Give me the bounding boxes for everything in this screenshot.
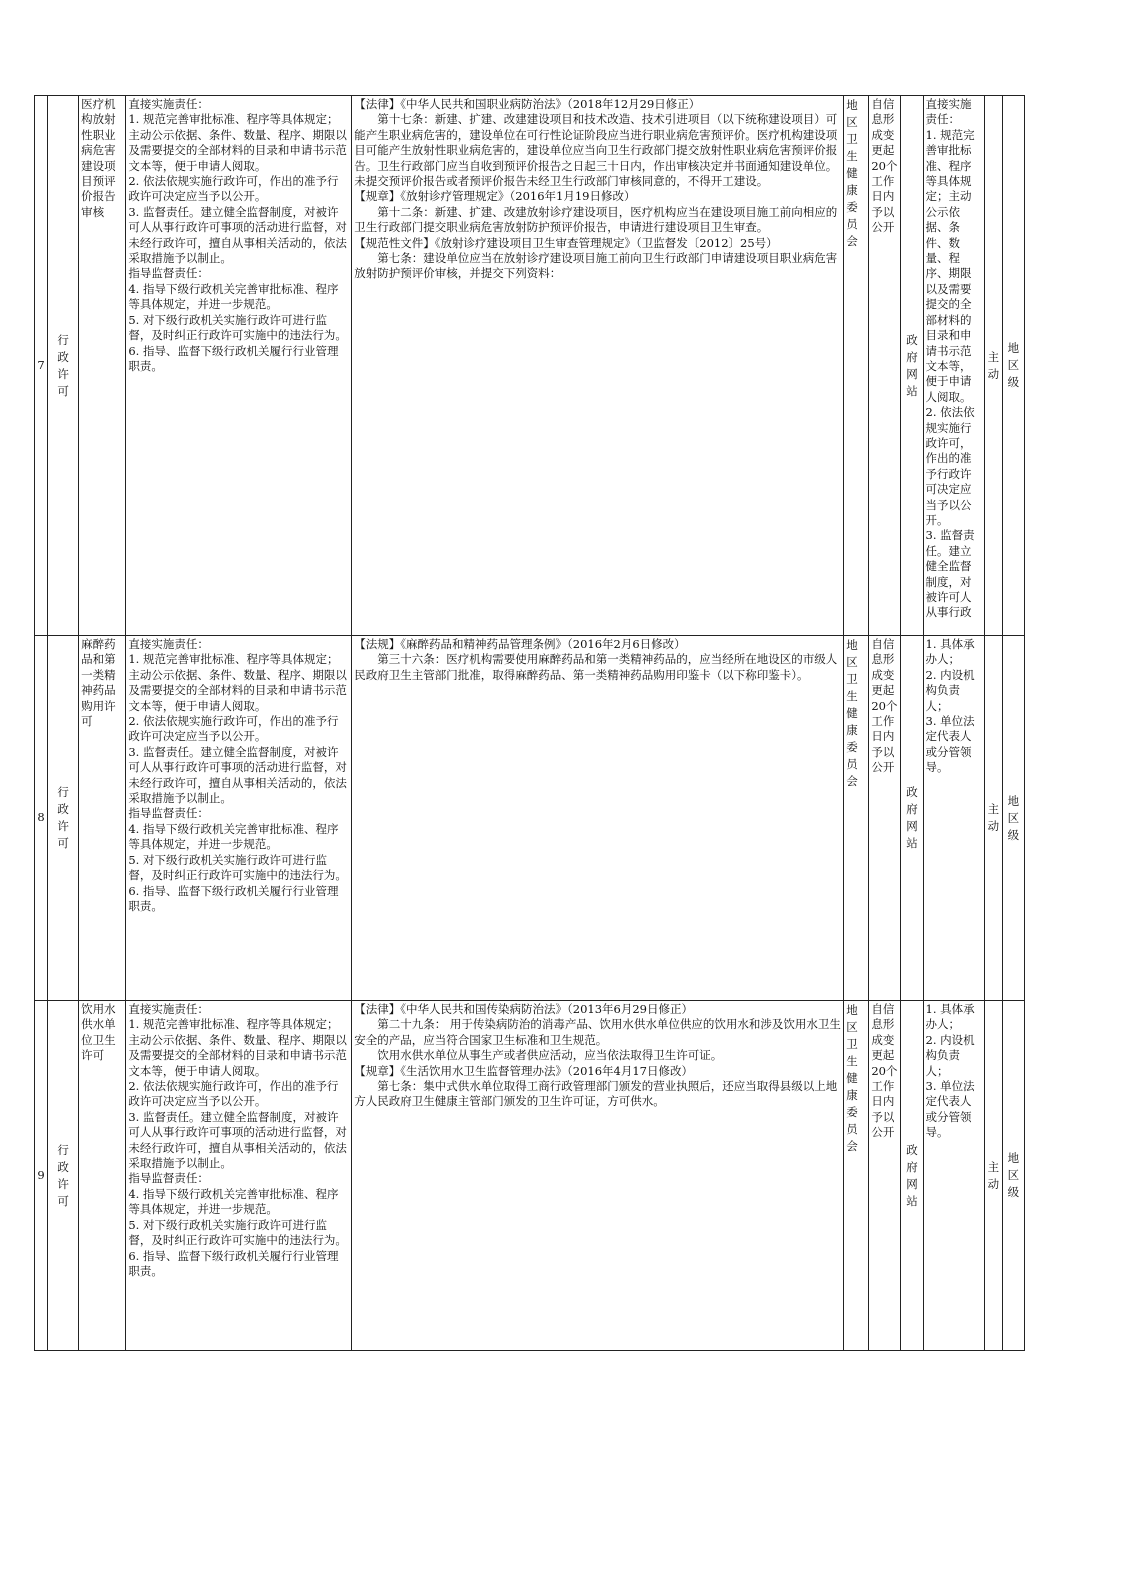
duties-cell: 直接实施责任： 1. 规范完善审批标准、程序等具体规定；主动公示依据、条件、数量、程序、期限以及需要提交的全部材料的目录和申请书示范文本等，便于申请人阅取。 2. 依法依规实施行政许可，作出的准予行政许可决定应当予以公开。 3. 监督责任。建立健全监督制度，对被许可人从事行政许可事项的活动进行监督，对未经行政许可，擅自从事相关活动的，依法采取措施予以制止。 指导监督责任： 4. 指导下级行政机关完善审批标准、程序等具体规定，并进一步规范。 5. 对下级行政机关实施行政许可进行监督，及时纠正行政许可实施中的违法行为。 6. 指导、监督下级行政机关履行行业管理职责。 bbox=[126, 636, 352, 1001]
item-name-cell: 麻醉药品和第一类精神药品购用许可 bbox=[79, 636, 126, 1001]
legal-basis-cell: 【法律】《中华人民共和国传染病防治法》（2013年6月29日修正） 第二十九条： 用于传染病防治的消毒产品、饮用水供水单位供应的饮用水和涉及饮用水卫生安全的产品，应当符合国家卫生标准和卫生规范。 饮用水供水单位从事生产或者供应活动，应当依法取得卫生许可证。 【规章】《生活饮用水卫生监督管理办法》（2016年4月17日修改） 第七条：集中式供水单位取得工商行政管理部门颁发的营业执照后，还应当取得县级以上地方人民政府卫生健康主管部门颁发的卫生许可证，方可供水。 bbox=[352, 1001, 844, 1351]
table-row bbox=[35, 96, 1025, 636]
item-name-cell: 饮用水供水单位卫生许可 bbox=[79, 1001, 126, 1351]
row-number: 9 bbox=[35, 1001, 48, 1351]
item-name-cell: 医疗机构放射性职业病危害建设项目预评价报告审核 bbox=[79, 96, 126, 636]
category-cell: 行政许可 bbox=[48, 1001, 79, 1351]
mode-cell: 主动 bbox=[984, 636, 1002, 1001]
contact-cell: 直接实施责任： 1. 规范完善审批标准、程序等具体规定；主动公示依据、条件、数量、程序、期限以及需要提交的全部材料的目录和申请书示范文本等，便于申请人阅取。 2. 依法依规实施行政许可，作出的准予行政许可决定应当予以公开。 3. 监督责任。建立健全监督制度，对被许可人从事行政 bbox=[923, 96, 984, 636]
channel-cell: 政府网站 bbox=[901, 1001, 923, 1351]
subject-cell: 地区卫生健康委员会 bbox=[844, 1001, 869, 1351]
subject-cell: 地区卫生健康委员会 bbox=[844, 96, 869, 636]
table-row bbox=[35, 1001, 1025, 1351]
legal-basis-cell: 【法规】《麻醉药品和精神药品管理条例》（2016年2月6日修改） 第三十六条：医疗机构需要使用麻醉药品和第一类精神药品的，应当经所在地设区的市级人民政府卫生主管部门批准，取得麻醉药品、第一类精神药品购用印鉴卡（以下称印鉴卡）。 bbox=[352, 636, 844, 1001]
duties-cell: 直接实施责任： 1. 规范完善审批标准、程序等具体规定；主动公示依据、条件、数量、程序、期限以及需要提交的全部材料的目录和申请书示范文本等，便于申请人阅取。 2. 依法依规实施行政许可，作出的准予行政许可决定应当予以公开。 3. 监督责任。建立健全监督制度，对被许可人从事行政许可事项的活动进行监督，对未经行政许可，擅自从事相关活动的，依法采取措施予以制止。 指导监督责任： 4. 指导下级行政机关完善审批标准、程序等具体规定，并进一步规范。 5. 对下级行政机关实施行政许可进行监督，及时纠正行政许可实施中的违法行为。 6. 指导、监督下级行政机关履行行业管理职责。 bbox=[126, 1001, 352, 1351]
category-cell: 行政许可 bbox=[48, 636, 79, 1001]
level-cell: 地区级 bbox=[1002, 96, 1024, 636]
row-number: 7 bbox=[35, 96, 48, 636]
table-row bbox=[35, 636, 1025, 1001]
period-cell: 自信息形成变更起20个工作日内予以公开 bbox=[869, 96, 901, 636]
disclosure-table bbox=[34, 95, 1025, 1351]
row-number: 8 bbox=[35, 636, 48, 1001]
level-cell: 地区级 bbox=[1002, 636, 1024, 1001]
contact-cell: 1. 具体承办人； 2. 内设机构负责人； 3. 单位法定代表人或分管领导。 bbox=[923, 1001, 984, 1351]
period-cell: 自信息形成变更起20个工作日内予以公开 bbox=[869, 1001, 901, 1351]
channel-cell: 政府网站 bbox=[901, 636, 923, 1001]
legal-basis-cell: 【法律】《中华人民共和国职业病防治法》（2018年12月29日修正） 第十七条：新建、扩建、改建建设项目和技术改造、技术引进项目（以下统称建设项目）可能产生职业病危害的，建设单位在可行性论证阶段应当进行职业病危害预评价。医疗机构建设项目可能产生放射性职业病危害的，建设单位应当向卫生行政部门提交放射性职业病危害预评价报告。卫生行政部门应当自收到预评价报告之日起三十日内，作出审核决定并书面通知建设单位。未提交预评价报告或者预评价报告未经卫生行政部门审核同意的，不得开工建设。 【规章】《放射诊疗管理规定》（2016年1月19日修改） 第十二条：新建、扩建、改建放射诊疗建设项目，医疗机构应当在建设项目施工前向相应的卫生行政部门提交职业病危害放射防护预评价报告，申请进行建设项目卫生审查。 【规范性文件】《放射诊疗建设项目卫生审查管理规定》（卫监督发〔2012〕25号） 第七条：建设单位应当在放射诊疗建设项目施工前向卫生行政部门申请建设项目职业病危害放射防护预评价审核，并提交下列资料： bbox=[352, 96, 844, 636]
contact-cell: 1. 具体承办人； 2. 内设机构负责人； 3. 单位法定代表人或分管领导。 bbox=[923, 636, 984, 1001]
duties-cell: 直接实施责任： 1. 规范完善审批标准、程序等具体规定；主动公示依据、条件、数量、程序、期限以及需要提交的全部材料的目录和申请书示范文本等，便于申请人阅取。 2. 依法依规实施行政许可，作出的准予行政许可决定应当予以公开。 3. 监督责任。建立健全监督制度，对被许可人从事行政许可事项的活动进行监督，对未经行政许可，擅自从事相关活动的，依法采取措施予以制止。 指导监督责任： 4. 指导下级行政机关完善审批标准、程序等具体规定，并进一步规范。 5. 对下级行政机关实施行政许可进行监督，及时纠正行政许可实施中的违法行为。 6. 指导、监督下级行政机关履行行业管理职责。 bbox=[126, 96, 352, 636]
subject-cell: 地区卫生健康委员会 bbox=[844, 636, 869, 1001]
period-cell: 自信息形成变更起20个工作日内予以公开 bbox=[869, 636, 901, 1001]
category-cell: 行政许可 bbox=[48, 96, 79, 636]
mode-cell: 主动 bbox=[984, 1001, 1002, 1351]
mode-cell: 主动 bbox=[984, 96, 1002, 636]
channel-cell: 政府网站 bbox=[901, 96, 923, 636]
level-cell: 地区级 bbox=[1002, 1001, 1024, 1351]
